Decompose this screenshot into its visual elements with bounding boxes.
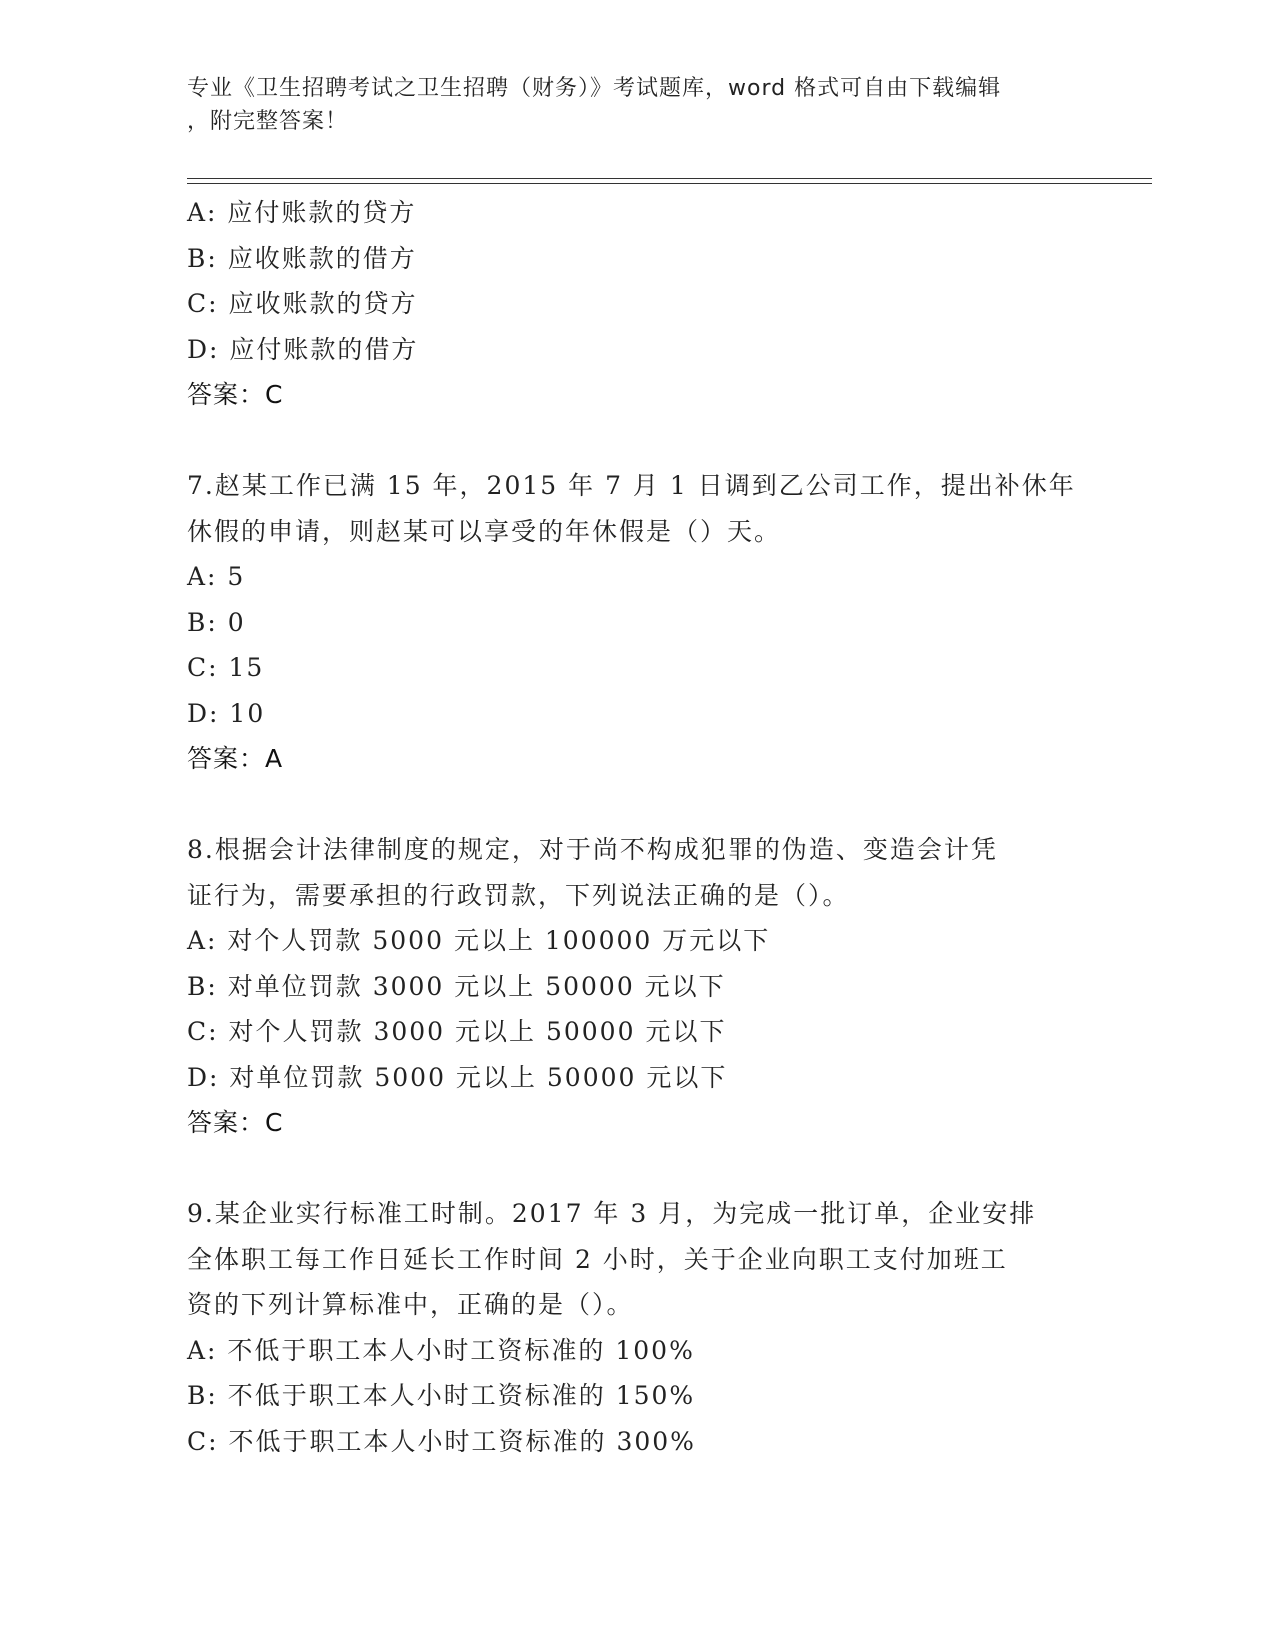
stem-line: 资的下列计算标准中，正确的是（）。	[187, 1290, 634, 1319]
stem-line: 7.赵某工作已满 15 年，2015 年 7 月 1 日调到乙公司工作，提出补休年	[187, 471, 1076, 500]
question-6-answer: 答案：C	[187, 380, 284, 409]
question-8-answer: 答案：C	[187, 1108, 284, 1137]
question-6-options	[187, 190, 1107, 372]
option-c: C: 不低于职工本人小时工资标准的 300%	[187, 1426, 696, 1456]
spacer	[187, 418, 1107, 464]
question-8-options	[187, 918, 1107, 1100]
option-c: C: 15	[187, 653, 265, 682]
question-7-options	[187, 554, 1107, 736]
stem-line: 9.某企业实行标准工时制。2017 年 3 月，为完成一批订单，企业安排	[187, 1199, 1037, 1228]
option-a: A: 对个人罚款 5000 元以上 100000 万元以下	[187, 926, 771, 955]
stem-line: 休假的申请，则赵某可以享受的年休假是（）天。	[187, 516, 782, 546]
spacer	[187, 1146, 1107, 1192]
option-b: B: 对单位罚款 3000 元以上 50000 元以下	[187, 971, 726, 1001]
header-divider-top	[187, 178, 1152, 179]
option-a: A: 5	[187, 562, 246, 591]
header-line-2: ，附完整答案！	[187, 109, 349, 134]
question-7-answer: 答案：A	[187, 744, 284, 773]
stem-line: 全体职工每工作日延长工作时间 2 小时，关于企业向职工支付加班工	[187, 1244, 1008, 1274]
stem-line: 8.根据会计法律制度的规定，对于尚不构成犯罪的伪造、变造会计凭	[187, 835, 998, 864]
option-b: B: 0	[187, 607, 246, 637]
question-content	[187, 190, 1107, 1464]
option-a: A: 应付账款的贷方	[187, 198, 417, 227]
option-d: D: 对单位罚款 5000 元以上 50000 元以下	[187, 1062, 728, 1092]
option-b: B: 应收账款的借方	[187, 243, 417, 273]
header-line-1: 专业《卫生招聘考试之卫生招聘（财务）》考试题库，word 格式可自由下载编辑	[187, 76, 1002, 101]
option-d: D: 10	[187, 698, 266, 728]
question-9-stem	[187, 1191, 1067, 1328]
spacer	[187, 782, 1107, 828]
option-c: C: 应收账款的贷方	[187, 289, 418, 318]
option-c: C: 对个人罚款 3000 元以上 50000 元以下	[187, 1017, 727, 1046]
option-d: D: 应付账款的借方	[187, 334, 419, 364]
stem-line: 证行为，需要承担的行政罚款，下列说法正确的是（）。	[187, 880, 850, 910]
option-b: B: 不低于职工本人小时工资标准的 150%	[187, 1381, 696, 1410]
question-8-stem	[187, 827, 1067, 918]
option-a: A: 不低于职工本人小时工资标准的 100%	[187, 1335, 695, 1365]
question-9-options	[187, 1328, 1107, 1465]
header-note	[187, 72, 1087, 138]
question-7-stem	[187, 463, 1076, 554]
header-divider-bottom	[187, 183, 1152, 184]
